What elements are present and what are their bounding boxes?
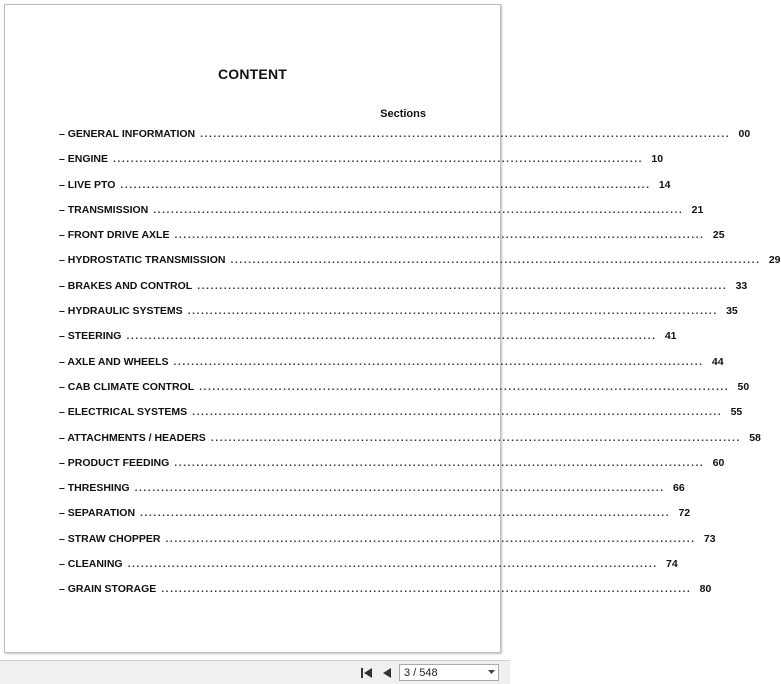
toc-dot-leader: ........................................................................................................................ [140, 507, 671, 520]
toc-dot-leader: ........................................................................................................................ [187, 305, 718, 318]
toc-section-number: 14 [658, 178, 671, 191]
first-page-icon [361, 668, 373, 678]
toc-row[interactable] [59, 229, 725, 254]
toc-row[interactable] [59, 279, 748, 305]
toc-dot-leader: ........................................................................................................................ [174, 229, 705, 242]
toc-dot-leader: ........................................................................................................................ [199, 380, 730, 393]
sections-column-header: Sections [380, 108, 426, 120]
toc-section-number: 74 [665, 558, 678, 571]
toc-row[interactable] [59, 178, 671, 204]
toc-dot-leader: ........................................................................................................................ [230, 254, 761, 267]
toc-entry-label: – ELECTRICAL SYSTEMS [59, 406, 188, 419]
toc-row[interactable] [59, 203, 704, 229]
toc-section-number: 60 [712, 456, 725, 469]
toc-entry-label: – HYDRAULIC SYSTEMS [59, 305, 183, 318]
toc-section-number: 50 [737, 380, 750, 393]
toc-row[interactable] [59, 583, 712, 608]
toc-dot-leader: ........................................................................................................................ [200, 128, 731, 140]
toc-row[interactable] [59, 355, 724, 381]
toc-section-number: 73 [703, 532, 716, 545]
toc-dot-leader: ........................................................................................................................ [210, 431, 741, 444]
toc-entry-label: – THRESHING [59, 482, 130, 495]
toc-row[interactable] [59, 456, 725, 482]
toc-section-number: 21 [691, 203, 704, 216]
table-of-contents [59, 128, 781, 609]
toc-row[interactable] [59, 380, 750, 406]
toc-dot-leader: ........................................................................................................................ [126, 330, 657, 343]
toc-section-number: 66 [672, 482, 685, 495]
toc-section-number: 29 [768, 254, 781, 267]
previous-page-button[interactable] [380, 666, 394, 680]
toc-row[interactable] [59, 532, 716, 558]
toc-row[interactable] [59, 406, 743, 431]
toc-dot-leader: ........................................................................................................................ [161, 583, 692, 596]
toc-dot-leader: ........................................................................................................................ [197, 279, 728, 292]
toc-entry-label: – PRODUCT FEEDING [59, 456, 170, 469]
toc-row[interactable] [59, 330, 677, 355]
toc-section-number: 10 [651, 153, 664, 166]
document-page [4, 4, 781, 653]
toc-row[interactable] [59, 482, 685, 507]
toc-entry-label: – GRAIN STORAGE [59, 583, 157, 596]
toc-row[interactable] [59, 507, 691, 532]
previous-page-icon [383, 668, 391, 678]
toc-dot-leader: ........................................................................................................................ [174, 456, 705, 469]
toc-section-number: 33 [735, 279, 748, 292]
toc-section-number: 35 [726, 305, 738, 318]
toc-entry-label: – GENERAL INFORMATION [59, 128, 196, 140]
toc-dot-leader: ........................................................................................................................ [153, 203, 684, 216]
chevron-down-icon [488, 670, 495, 675]
toc-section-number: 55 [730, 406, 743, 419]
toc-entry-label: – CLEANING [59, 558, 123, 571]
toc-dot-leader: ........................................................................................................................ [173, 355, 704, 368]
toc-entry-label: – ENGINE [59, 153, 109, 166]
toc-dot-leader: ........................................................................................................................ [192, 406, 723, 419]
toc-dot-leader: ........................................................................................................................ [134, 482, 665, 495]
toc-entry-label: – HYDROSTATIC TRANSMISSION [59, 254, 226, 267]
toc-dot-leader: ........................................................................................................................ [165, 532, 696, 545]
toc-section-number: 72 [678, 507, 691, 520]
toc-entry-label: – CAB CLIMATE CONTROL [59, 380, 195, 393]
toc-row[interactable] [59, 558, 678, 583]
toc-section-number: 41 [664, 330, 677, 343]
toc-section-number: 25 [712, 229, 725, 242]
toc-section-number: 58 [749, 431, 761, 444]
toc-row[interactable] [59, 153, 664, 178]
page-number-select[interactable] [399, 664, 499, 681]
toc-dot-leader: ........................................................................................................................ [120, 178, 651, 191]
toc-entry-label: – ATTACHMENTS / HEADERS [59, 431, 206, 444]
toc-row[interactable] [59, 128, 751, 153]
toc-dot-leader: ........................................................................................................................ [127, 558, 658, 571]
toc-entry-label: – STRAW CHOPPER [59, 532, 161, 545]
toc-section-number: 00 [738, 128, 751, 140]
toc-section-number: 44 [711, 355, 724, 368]
toc-row[interactable] [59, 305, 738, 330]
first-page-button[interactable] [360, 666, 374, 680]
page-indicator: 3 / 548 [404, 666, 438, 679]
toc-entry-label: – FRONT DRIVE AXLE [59, 229, 170, 242]
toc-dot-leader: ........................................................................................................................ [113, 153, 644, 166]
page-navigation-toolbar [0, 660, 510, 684]
toc-entry-label: – LIVE PTO [59, 178, 116, 191]
toc-row[interactable] [59, 254, 781, 279]
page-title: CONTENT [217, 66, 288, 82]
toc-row[interactable] [59, 431, 761, 457]
toc-entry-label: – BRAKES AND CONTROL [59, 279, 193, 292]
toc-section-number: 80 [699, 583, 712, 596]
toc-entry-label: – AXLE AND WHEELS [59, 355, 169, 368]
toc-entry-label: – TRANSMISSION [59, 203, 149, 216]
toc-entry-label: – SEPARATION [59, 507, 136, 520]
toc-entry-label: – STEERING [59, 330, 122, 343]
